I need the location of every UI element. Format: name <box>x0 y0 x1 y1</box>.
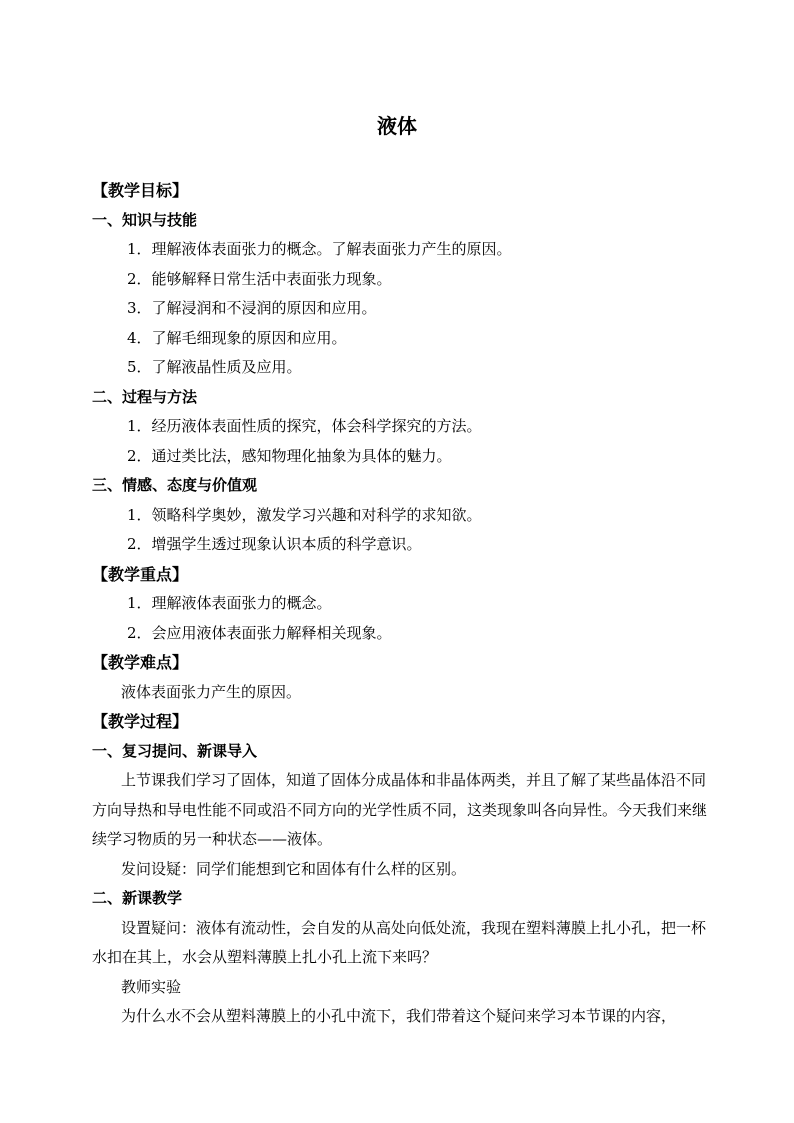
list-item: 2．能够解释日常生活中表面张力现象。 <box>127 269 392 288</box>
document-body <box>92 176 710 1032</box>
list-item: 2．会应用液体表面张力解释相关现象。 <box>127 623 392 642</box>
goals-heading: 【教学目标】 <box>92 181 189 200</box>
list-item: 1．理解液体表面张力的概念。 <box>127 594 332 612</box>
knowledge-heading: 一、知识与技能 <box>92 210 198 229</box>
difficulty-heading: 【教学难点】 <box>92 653 189 672</box>
keypoint-heading: 【教学重点】 <box>92 564 189 584</box>
document-title: 液体 <box>377 114 417 138</box>
new-lesson-paragraph: 设置疑问：液体有流动性，会自发的从高处向低处流，我现在塑料薄膜上扎小孔，把一杯水扣在其上，水会从塑料薄膜上扎小孔上流下来吗？ <box>92 918 707 966</box>
teacher-experiment: 教师实验 <box>121 977 182 996</box>
list-item: 5．了解液晶性质及应用。 <box>127 358 302 376</box>
list-item: 2．通过类比法，感知物理化抽象为具体的魅力。 <box>127 446 452 465</box>
review-paragraph: 上节课我们学习了固体，知道了固体分成晶体和非晶体两类，并且了解了某些晶体沿不同方向导热和导电性能不同或沿不同方向的光学性质不同，这类现象叫各向异性。今天我们来继续学习物质的另一种状态——液体。 <box>92 771 708 848</box>
list-item: 1．经历液体表面性质的探究，体会科学探究的方法。 <box>127 417 482 435</box>
process-heading: 二、过程与方法 <box>92 387 198 406</box>
last-paragraph: 为什么水不会从塑料薄膜上的小孔中流下，我们带着这个疑问来学习本节课的内容， <box>121 1007 677 1025</box>
review-heading: 一、复习提问、新课导入 <box>92 741 258 760</box>
list-item: 1．领略科学奥妙，激发学习兴趣和对科学的求知欲。 <box>127 505 482 524</box>
new-lesson-heading: 二、新课教学 <box>92 889 183 907</box>
emotion-heading: 三、情感、态度与价值观 <box>92 476 258 494</box>
list-item: 2．增强学生透过现象认识本质的科学意识。 <box>127 535 422 553</box>
procedure-heading: 【教学过程】 <box>92 712 189 731</box>
list-item: 3．了解浸润和不浸润的原因和应用。 <box>127 299 377 317</box>
review-question: 发问设疑：同学们能想到它和固体有什么样的区别。 <box>121 859 467 878</box>
list-item: 1．理解液体表面张力的概念。了解表面张力产生的原因。 <box>127 240 512 258</box>
list-item: 4．了解毛细现象的原因和应用。 <box>127 328 347 347</box>
difficulty-text: 液体表面张力产生的原因。 <box>121 682 302 701</box>
